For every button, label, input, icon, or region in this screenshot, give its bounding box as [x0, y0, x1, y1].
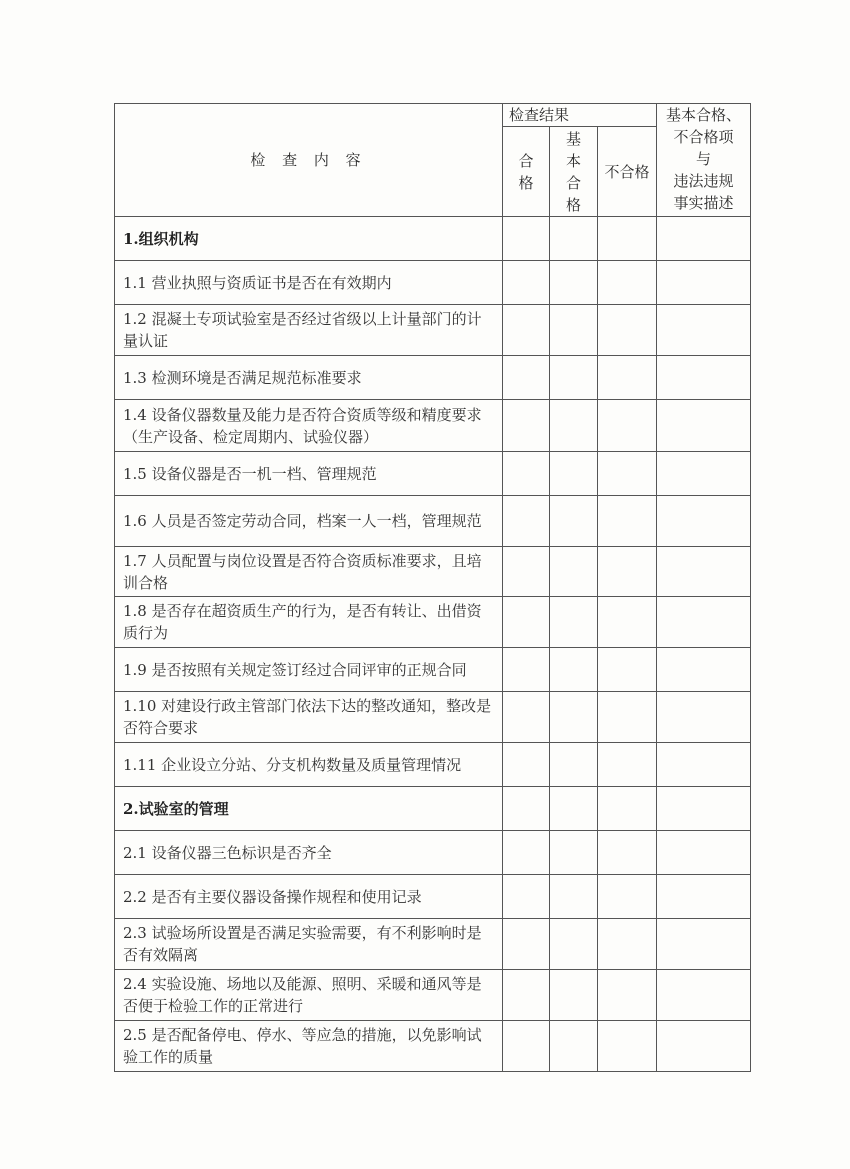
- result-fail-cell[interactable]: [598, 787, 657, 831]
- result-ok-cell[interactable]: [503, 356, 550, 400]
- header-basic-char: 本: [565, 151, 581, 170]
- result-fail-cell[interactable]: [598, 831, 657, 875]
- description-cell[interactable]: [657, 743, 751, 787]
- table-row: [115, 400, 751, 452]
- header-ok-char: 格: [518, 173, 534, 192]
- result-basic-cell[interactable]: [550, 787, 598, 831]
- description-cell[interactable]: [657, 648, 751, 692]
- header-result: 检查结果: [503, 104, 657, 127]
- result-basic-cell[interactable]: [550, 496, 598, 547]
- check-item-text: 1.5 设备仪器是否一机一档、管理规范: [115, 452, 503, 496]
- result-basic-cell[interactable]: [550, 261, 598, 305]
- table-row: [115, 875, 751, 919]
- check-item-text: 2.4 实验设施、场地以及能源、照明、采暖和通风等是否便于检验工作的正常进行: [115, 970, 503, 1021]
- result-fail-cell[interactable]: [598, 217, 657, 261]
- header-desc-line: 违法违规: [673, 172, 734, 190]
- check-item-text: 1.9 是否按照有关规定签订经过合同评审的正规合同: [115, 648, 503, 692]
- check-item-text: 1.8 是否存在超资质生产的行为，是否有转让、出借资质行为: [115, 597, 503, 648]
- description-cell[interactable]: [657, 217, 751, 261]
- header-ok-char: 合: [518, 151, 534, 170]
- check-item-text: 1.11 企业设立分站、分支机构数量及质量管理情况: [115, 743, 503, 787]
- header-fail: 不合格: [598, 127, 657, 217]
- result-basic-cell[interactable]: [550, 1021, 598, 1072]
- description-cell[interactable]: [657, 452, 751, 496]
- description-cell[interactable]: [657, 356, 751, 400]
- result-fail-cell[interactable]: [598, 496, 657, 547]
- description-cell[interactable]: [657, 400, 751, 452]
- table-row: [115, 261, 751, 305]
- description-cell[interactable]: [657, 496, 751, 547]
- description-cell[interactable]: [657, 1021, 751, 1072]
- result-basic-cell[interactable]: [550, 597, 598, 648]
- header-desc-line: 基本合格、: [666, 106, 742, 124]
- result-fail-cell[interactable]: [598, 305, 657, 356]
- check-item-text: 1.6 人员是否签定劳动合同，档案一人一档，管理规范: [115, 496, 503, 547]
- check-item-text: 2.1 设备仪器三色标识是否齐全: [115, 831, 503, 875]
- table-row: [115, 919, 751, 970]
- description-cell[interactable]: [657, 692, 751, 743]
- header-basic-char: 基: [565, 129, 581, 148]
- result-fail-cell[interactable]: [598, 1021, 657, 1072]
- result-basic-cell[interactable]: [550, 305, 598, 356]
- check-item-text: 2.5 是否配备停电、停水、等应急的措施，以免影响试验工作的质量: [115, 1021, 503, 1072]
- description-cell[interactable]: [657, 787, 751, 831]
- header-desc-line: 不合格项: [673, 128, 734, 146]
- result-ok-cell[interactable]: [503, 496, 550, 547]
- check-item-text: 1.4 设备仪器数量及能力是否符合资质等级和精度要求（生产设备、检定周期内、试验仪器）: [115, 400, 503, 452]
- result-fail-cell[interactable]: [598, 356, 657, 400]
- check-item-text: 1.1 营业执照与资质证书是否在有效期内: [115, 261, 503, 305]
- result-basic-cell[interactable]: [550, 356, 598, 400]
- table-row: [115, 496, 751, 547]
- check-item-text: 2.3 试验场所设置是否满足实验需要，有不利影响时是否有效隔离: [115, 919, 503, 970]
- section-row: [115, 787, 751, 831]
- result-ok-cell[interactable]: [503, 743, 550, 787]
- description-cell[interactable]: [657, 597, 751, 648]
- result-ok-cell[interactable]: [503, 547, 550, 597]
- table-row: [115, 831, 751, 875]
- result-basic-cell[interactable]: [550, 217, 598, 261]
- result-fail-cell[interactable]: [598, 648, 657, 692]
- header-basic: [550, 127, 598, 217]
- result-ok-cell[interactable]: [503, 261, 550, 305]
- table-row: [115, 597, 751, 648]
- result-fail-cell[interactable]: [598, 692, 657, 743]
- result-fail-cell[interactable]: [598, 261, 657, 305]
- header-ok: [503, 127, 550, 217]
- result-fail-cell[interactable]: [598, 597, 657, 648]
- result-basic-cell[interactable]: [550, 875, 598, 919]
- result-ok-cell[interactable]: [503, 919, 550, 970]
- section-title: 1.组织机构: [115, 217, 503, 261]
- header-content: 检 查 内 容: [115, 104, 503, 217]
- table-row: [115, 305, 751, 356]
- check-item-text: 1.7 人员配置与岗位设置是否符合资质标准要求，且培训合格: [115, 547, 503, 597]
- section-row: [115, 217, 751, 261]
- result-basic-cell[interactable]: [550, 919, 598, 970]
- result-ok-cell[interactable]: [503, 305, 550, 356]
- description-cell[interactable]: [657, 305, 751, 356]
- result-ok-cell[interactable]: [503, 1021, 550, 1072]
- description-cell[interactable]: [657, 875, 751, 919]
- check-item-text: 1.3 检测环境是否满足规范标准要求: [115, 356, 503, 400]
- description-cell[interactable]: [657, 261, 751, 305]
- check-item-text: 2.2 是否有主要仪器设备操作规程和使用记录: [115, 875, 503, 919]
- result-basic-cell[interactable]: [550, 648, 598, 692]
- result-ok-cell[interactable]: [503, 452, 550, 496]
- result-fail-cell[interactable]: [598, 547, 657, 597]
- description-cell[interactable]: [657, 831, 751, 875]
- description-cell[interactable]: [657, 547, 751, 597]
- result-ok-cell[interactable]: [503, 217, 550, 261]
- result-basic-cell[interactable]: [550, 547, 598, 597]
- table-row: [115, 692, 751, 743]
- result-basic-cell[interactable]: [550, 452, 598, 496]
- result-fail-cell[interactable]: [598, 452, 657, 496]
- check-item-text: 1.2 混凝土专项试验室是否经过省级以上计量部门的计量认证: [115, 305, 503, 356]
- table-row: [115, 970, 751, 1021]
- result-basic-cell[interactable]: [550, 400, 598, 452]
- result-fail-cell[interactable]: [598, 400, 657, 452]
- table-row: [115, 547, 751, 597]
- result-fail-cell[interactable]: [598, 875, 657, 919]
- table-row: [115, 648, 751, 692]
- description-cell[interactable]: [657, 970, 751, 1021]
- check-item-text: 1.10 对建设行政主管部门依法下达的整改通知，整改是否符合要求: [115, 692, 503, 743]
- result-fail-cell[interactable]: [598, 919, 657, 970]
- description-cell[interactable]: [657, 919, 751, 970]
- result-fail-cell[interactable]: [598, 970, 657, 1021]
- result-ok-cell[interactable]: [503, 648, 550, 692]
- result-ok-cell[interactable]: [503, 692, 550, 743]
- result-ok-cell[interactable]: [503, 875, 550, 919]
- table-row: [115, 743, 751, 787]
- result-ok-cell[interactable]: [503, 831, 550, 875]
- inspection-table: [114, 103, 751, 1072]
- result-fail-cell[interactable]: [598, 743, 657, 787]
- result-basic-cell[interactable]: [550, 692, 598, 743]
- header-description: [657, 104, 751, 217]
- result-ok-cell[interactable]: [503, 787, 550, 831]
- header-desc-line: 与: [696, 150, 712, 168]
- header-basic-char: 合: [565, 173, 581, 192]
- result-ok-cell[interactable]: [503, 970, 550, 1021]
- table-row: [115, 356, 751, 400]
- result-basic-cell[interactable]: [550, 743, 598, 787]
- table-row: [115, 452, 751, 496]
- result-ok-cell[interactable]: [503, 400, 550, 452]
- result-basic-cell[interactable]: [550, 831, 598, 875]
- result-ok-cell[interactable]: [503, 597, 550, 648]
- section-title: 2.试验室的管理: [115, 787, 503, 831]
- header-basic-char: 格: [565, 195, 581, 214]
- header-desc-line: 事实描述: [673, 194, 734, 212]
- result-basic-cell[interactable]: [550, 970, 598, 1021]
- table-row: [115, 1021, 751, 1072]
